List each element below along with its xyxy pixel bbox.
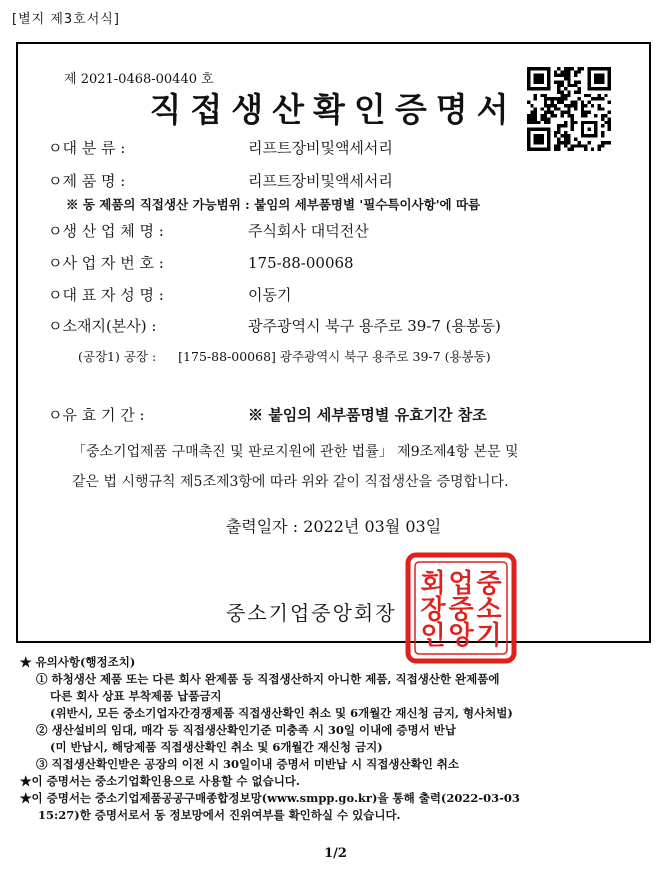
svg-text:중: 중 xyxy=(476,569,502,599)
svg-text:앙: 앙 xyxy=(448,621,474,651)
factory-row xyxy=(78,347,491,365)
legal-statement-line-1: 「중소기업제품 구매촉진 및 판로지원에 관한 법률」 제9조제4항 본문 및 xyxy=(72,444,519,460)
field-value: ※ 붙임의 세부품명별 유효기간 참조 xyxy=(248,406,487,424)
svg-text:업: 업 xyxy=(448,569,474,599)
field-label: ㅇ대 분 류 : xyxy=(48,139,126,157)
field-company-name xyxy=(48,220,369,241)
field-label: ㅇ제 품 명 : xyxy=(48,172,126,190)
field-value: 리프트장비및액세서리 xyxy=(248,139,393,157)
field-label: ㅇ대 표 자 성 명 : xyxy=(48,286,164,304)
svg-text:회: 회 xyxy=(420,569,446,599)
field-category xyxy=(48,137,393,158)
note-item: ★이 증명서는 중소기업제품공공구매종합정보망(www.smpp.go.kr)을 통해 출력(2022-03-03 xyxy=(20,791,520,805)
official-seal xyxy=(405,552,517,664)
field-label: ㅇ사 업 자 번 호 : xyxy=(48,254,164,272)
svg-text:장: 장 xyxy=(420,595,446,625)
note-item: 15:27)한 증명서로서 동 정보망에서 진위여부를 확인하실 수 있습니다. xyxy=(38,808,401,822)
factory-value: [175-88-00068] 광주광역시 북구 용주로 39-7 (용봉동) xyxy=(178,349,491,364)
note-item: ③ 직접생산확인받은 공장의 이전 시 30일이내 증명서 미반납 시 직접생산확인 취소 xyxy=(36,757,460,771)
production-scope-note: ※ 동 제품의 직접생산 가능범위 : 붙임의 세부품명별 '필수특이사항'에 따름 xyxy=(66,197,481,212)
note-item: 다른 회사 상표 부착제품 납품금지 xyxy=(50,689,222,703)
note-item: ② 생산설비의 임대, 매각 등 직접생산확인기준 미충족 시 30일 이내에 증명서 반납 xyxy=(36,723,456,737)
field-value: 리프트장비및액세서리 xyxy=(248,172,393,190)
issuer-name: 중소기업중앙회장 xyxy=(226,601,397,625)
factory-label: (공장1) 공장 : xyxy=(78,349,157,364)
field-label: ㅇ유 효 기 간 : xyxy=(48,406,145,424)
field-label: ㅇ생 산 업 체 명 : xyxy=(48,222,164,240)
note-item: (미 반납시, 해당제품 직접생산확인 취소 및 6개월간 재신청 금지) xyxy=(50,740,383,754)
field-value: 이동기 xyxy=(248,286,292,304)
certificate-number: 제 2021-0468-00440 호 xyxy=(64,72,214,87)
svg-text:인: 인 xyxy=(420,621,446,651)
field-head-office-address xyxy=(48,315,501,336)
document-title: 직접생산확인증명서 xyxy=(149,90,518,129)
notes-heading: ★ 유의사항(행정조치) xyxy=(20,655,136,669)
field-value: 광주광역시 북구 용주로 39-7 (용봉동) xyxy=(248,317,501,335)
form-number-label: [별지 제3호서식] xyxy=(12,12,120,27)
note-item: ★이 증명서는 중소기업확인용으로 사용할 수 없습니다. xyxy=(20,774,300,788)
field-label: ㅇ소재지(본사) : xyxy=(48,317,157,335)
svg-text:기: 기 xyxy=(476,621,502,651)
note-item: (위반시, 모든 중소기업자간경쟁제품 직접생산확인 취소 및 6개월간 재신청 금지, 형사처벌) xyxy=(50,706,513,720)
certificate-frame xyxy=(16,42,651,651)
field-value: 주식회사 대덕전산 xyxy=(248,222,369,240)
field-representative xyxy=(48,284,291,305)
legal-statement-line-2: 같은 법 시행규칙 제5조제3항에 따라 위와 같이 직접생산을 증명합니다. xyxy=(72,474,509,490)
issue-date: 출력일자 : 2022년 03월 03일 xyxy=(225,517,442,536)
svg-text:소: 소 xyxy=(476,595,502,625)
field-business-number xyxy=(48,252,354,273)
svg-text:중: 중 xyxy=(448,595,474,625)
note-item: ① 하청생산 제품 또는 다른 회사 완제품 등 직접생산하지 아니한 제품, 직접생산한 완제품에 xyxy=(36,672,500,686)
page-number: 1/2 xyxy=(324,846,347,861)
field-value: 175-88-00068 xyxy=(248,254,354,272)
field-validity xyxy=(48,404,487,425)
field-product-name xyxy=(48,170,393,191)
